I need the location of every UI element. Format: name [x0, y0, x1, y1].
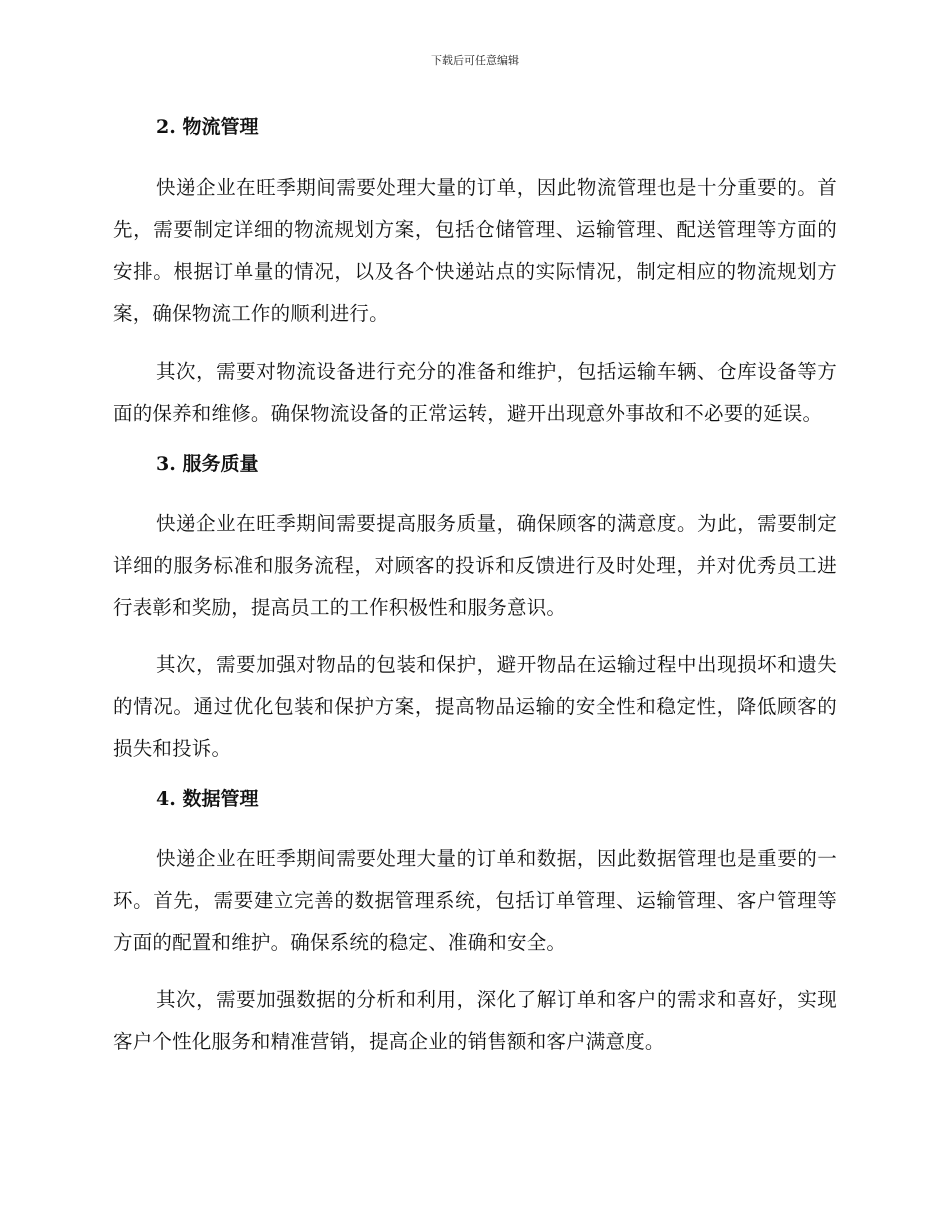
paragraph-data-analysis: 其次，需要加强数据的分析和利用，深化了解订单和客户的需求和喜好，实现客户个性化服务和精准营销，提高企业的销售额和客户满意度。	[113, 988, 837, 1053]
paragraph-service-packaging: 其次，需要加强对物品的包装和保护，避开物品在运输过程中出现损坏和遗失的情况。通过优化包装和保护方案，提高物品运输的安全性和稳定性，降低顾客的损失和投诉。	[113, 653, 837, 760]
paragraph-logistics-equipment: 其次，需要对物流设备进行充分的准备和维护，包括运输车辆、仓库设备等方面的保养和维修。确保物流设备的正常运转，避开出现意外事故和不必要的延误。	[113, 360, 837, 425]
paragraph-service-standards: 快递企业在旺季期间需要提高服务质量，确保顾客的满意度。为此，需要制定详细的服务标准和服务流程，对顾客的投诉和反馈进行及时处理，并对优秀员工进行表彰和奖励，提高员工的工作积极性和服务意识。	[113, 512, 837, 619]
page-header: 下载后可任意编辑	[431, 54, 519, 67]
section-heading-logistics: 2. 物流管理	[156, 116, 259, 138]
section-heading-data-management: 4. 数据管理	[156, 788, 259, 810]
section-heading-service-quality: 3. 服务质量	[156, 453, 259, 475]
document-body	[113, 112, 837, 1063]
paragraph-logistics-planning: 快递企业在旺季期间需要处理大量的订单，因此物流管理也是十分重要的。首先，需要制定详细的物流规划方案，包括仓储管理、运输管理、配送管理等方面的安排。根据订单量的情况，以及各个快递站点的实际情况，制定相应的物流规划方案，确保物流工作的顺利进行。	[113, 176, 837, 325]
paragraph-data-system: 快递企业在旺季期间需要处理大量的订单和数据，因此数据管理也是重要的一环。首先，需要建立完善的数据管理系统，包括订单管理、运输管理、客户管理等方面的配置和维护。确保系统的稳定、准确和安全。	[113, 847, 837, 954]
